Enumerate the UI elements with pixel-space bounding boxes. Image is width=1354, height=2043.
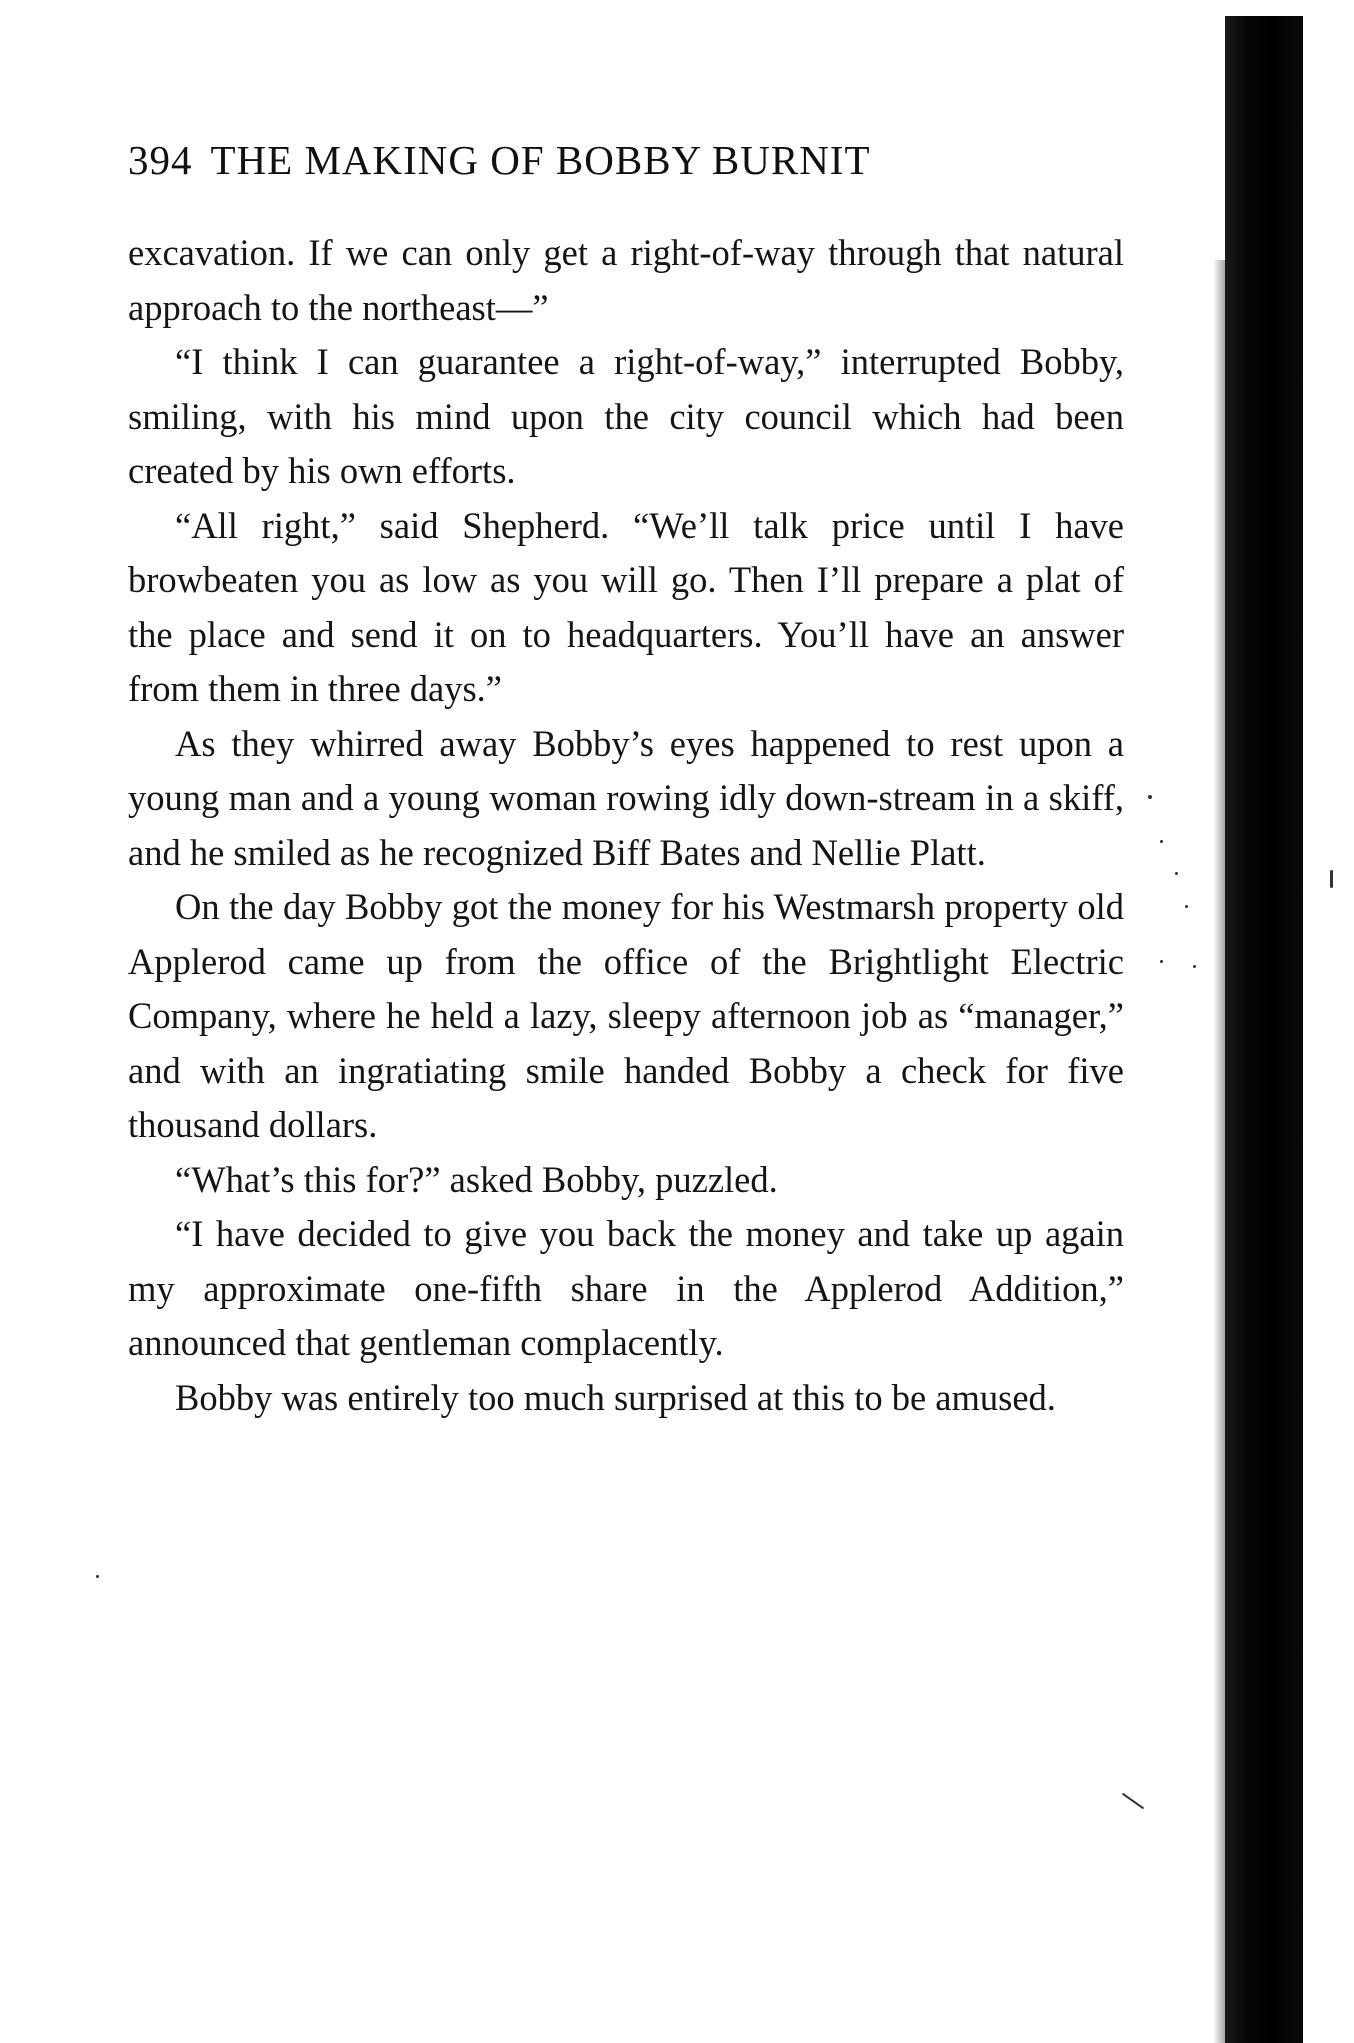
scan-speck	[1122, 1793, 1144, 1810]
scan-speck	[96, 1575, 99, 1578]
scan-speck	[1185, 905, 1188, 908]
paragraph: “I have decided to give you back the money and take up again my approximate one-fifth share in the Applerod Addition,” announced that gentleman complacently.	[128, 1213, 1124, 1363]
binding-gutter-shadow	[1225, 16, 1303, 2043]
scan-speck	[1148, 795, 1152, 799]
running-head	[128, 136, 1128, 184]
paragraph: “All right,” said Shepherd. “We’ll talk price until I have browbeaten you as low as you will go. Then I’ll prepare a plat of the place and send it on to headquarters. You’ll have an answer from them in three days.”	[128, 504, 1124, 709]
paragraph: As they whirred away Bobby’s eyes happened to rest upon a young man and a young woman rowing idly down-stream in a skiff, and he smiled as he recognized Biff Bates and Nellie Platt.	[128, 722, 1124, 873]
scan-speck	[1330, 870, 1333, 888]
paragraph: “I think I can guarantee a right-of-way,” interrupted Bobby, smiling, with his mind upon the city council which had been created by his own efforts.	[128, 341, 1124, 491]
paragraph: On the day Bobby got the money for his Westmarsh property old Applerod came up from the office of the Brightlight Electric Company, where he held a lazy, sleepy afternoon job as “manager,” and with an ingratiating smile handed Bobby a check for five thousand dollars.	[128, 886, 1124, 1145]
scan-speck	[1175, 872, 1178, 875]
paragraph: “What’s this for?” asked Bobby, puzzled.	[175, 1158, 778, 1200]
paragraph: excavation. If we can only get a right-of-way through that natural approach to the northeast—”	[128, 232, 1124, 328]
scan-speck	[1160, 960, 1163, 963]
paragraph: Bobby was entirely too much surprised at this to be amused.	[175, 1376, 1056, 1418]
book-title: THE MAKING OF BOBBY BURNIT	[210, 137, 871, 183]
scan-speck	[1193, 965, 1196, 968]
page-number: 394	[128, 137, 193, 183]
scan-speck	[1160, 840, 1163, 843]
body-text	[128, 226, 1124, 1425]
